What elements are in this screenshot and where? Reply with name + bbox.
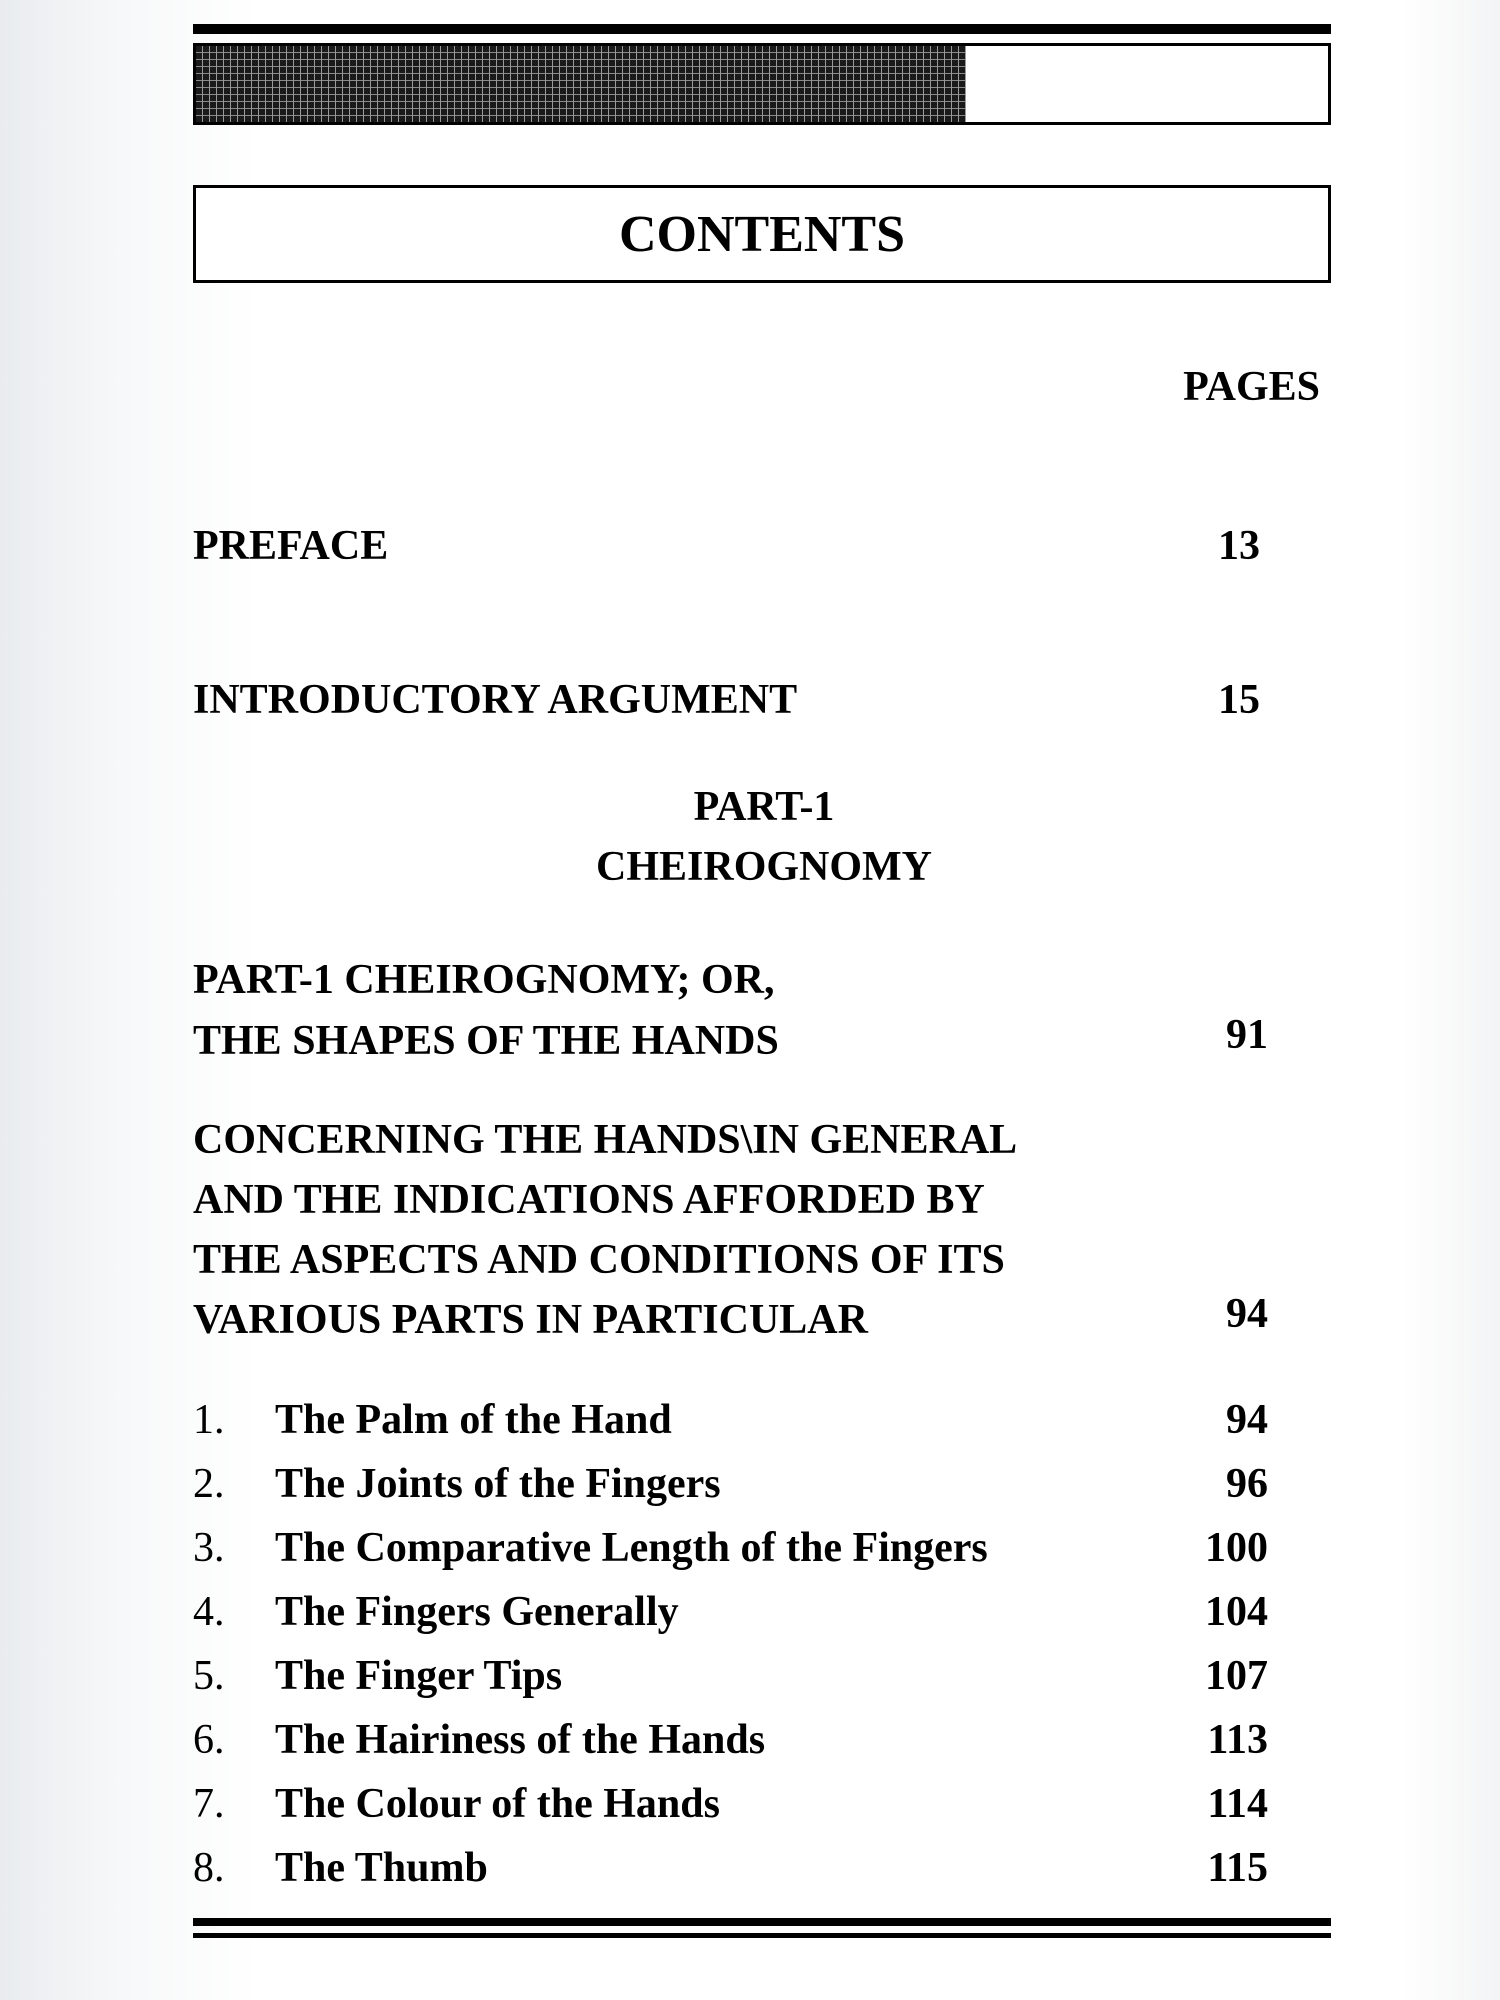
toc-entry-line: THE ASPECTS AND CONDITIONS OF ITS: [193, 1237, 1005, 1283]
toc-item: [193, 1460, 1268, 1520]
toc-entry-page: 91: [1226, 1012, 1268, 1058]
toc-item: [193, 1780, 1268, 1840]
toc-entry-part-1-title: [193, 950, 779, 1072]
toc-item-number: 7.: [193, 1781, 225, 1827]
toc-entry-page: 94: [1226, 1291, 1268, 1337]
toc-item-page: 94: [1226, 1397, 1268, 1443]
toc-item-number: 8.: [193, 1845, 225, 1891]
toc-item-number: 6.: [193, 1717, 225, 1763]
top-rule: [193, 24, 1331, 34]
bottom-rule-thin: [193, 1933, 1331, 1938]
toc-item-number: 3.: [193, 1525, 225, 1571]
toc-item: [193, 1652, 1268, 1712]
part-subheading: CHEIROGNOMY: [596, 844, 932, 890]
toc-item: [193, 1588, 1268, 1648]
toc-item-page: 113: [1207, 1717, 1268, 1763]
part-heading: PART-1: [693, 784, 835, 830]
toc-item: [193, 1716, 1268, 1776]
toc-item-page: 115: [1207, 1845, 1268, 1891]
toc-entry-page: 13: [1218, 523, 1260, 569]
toc-item-title: The Joints of the Fingers: [275, 1461, 721, 1507]
toc-item-page: 96: [1226, 1461, 1268, 1507]
toc-entry-line: PART-1 CHEIROGNOMY; OR,: [193, 957, 775, 1003]
toc-entry-line: CONCERNING THE HANDS\IN GENERAL: [193, 1117, 1018, 1163]
toc-entry-line: VARIOUS PARTS IN PARTICULAR: [193, 1297, 868, 1343]
toc-entry-title: PREFACE: [193, 523, 389, 569]
toc-item: [193, 1844, 1268, 1904]
contents-title-box: [193, 185, 1331, 283]
toc-entry-line: AND THE INDICATIONS AFFORDED BY: [193, 1177, 985, 1223]
decorative-pattern: [196, 46, 966, 122]
toc-item: [193, 1396, 1268, 1456]
toc-item-page: 107: [1205, 1653, 1268, 1699]
toc-item-page: 104: [1205, 1589, 1268, 1635]
toc-item-page: 100: [1205, 1525, 1268, 1571]
toc-entry-line: THE SHAPES OF THE HANDS: [193, 1018, 779, 1064]
toc-item: [193, 1524, 1268, 1584]
decorative-header-band: [193, 43, 1331, 125]
pages-column-label: PAGES: [1183, 364, 1320, 410]
toc-item-page: 114: [1207, 1781, 1268, 1827]
toc-entry-concerning: [193, 1110, 1017, 1350]
toc-item-number: 5.: [193, 1653, 225, 1699]
toc-entry-title: INTRODUCTORY ARGUMENT: [193, 677, 798, 723]
toc-item-title: The Finger Tips: [275, 1653, 563, 1699]
toc-item-title: The Palm of the Hand: [275, 1397, 672, 1443]
toc-item-title: The Thumb: [275, 1845, 488, 1891]
toc-item-title: The Comparative Length of the Fingers: [275, 1525, 988, 1571]
toc-item-title: The Fingers Generally: [275, 1589, 679, 1635]
bottom-rule: [193, 1918, 1331, 1926]
toc-item-number: 2.: [193, 1461, 225, 1507]
page-title: CONTENTS: [618, 205, 906, 263]
toc-item-title: The Colour of the Hands: [275, 1781, 720, 1827]
toc-item-number: 1.: [193, 1397, 225, 1443]
toc-entry-page: 15: [1218, 677, 1260, 723]
toc-item-number: 4.: [193, 1589, 225, 1635]
toc-item-title: The Hairiness of the Hands: [275, 1717, 766, 1763]
